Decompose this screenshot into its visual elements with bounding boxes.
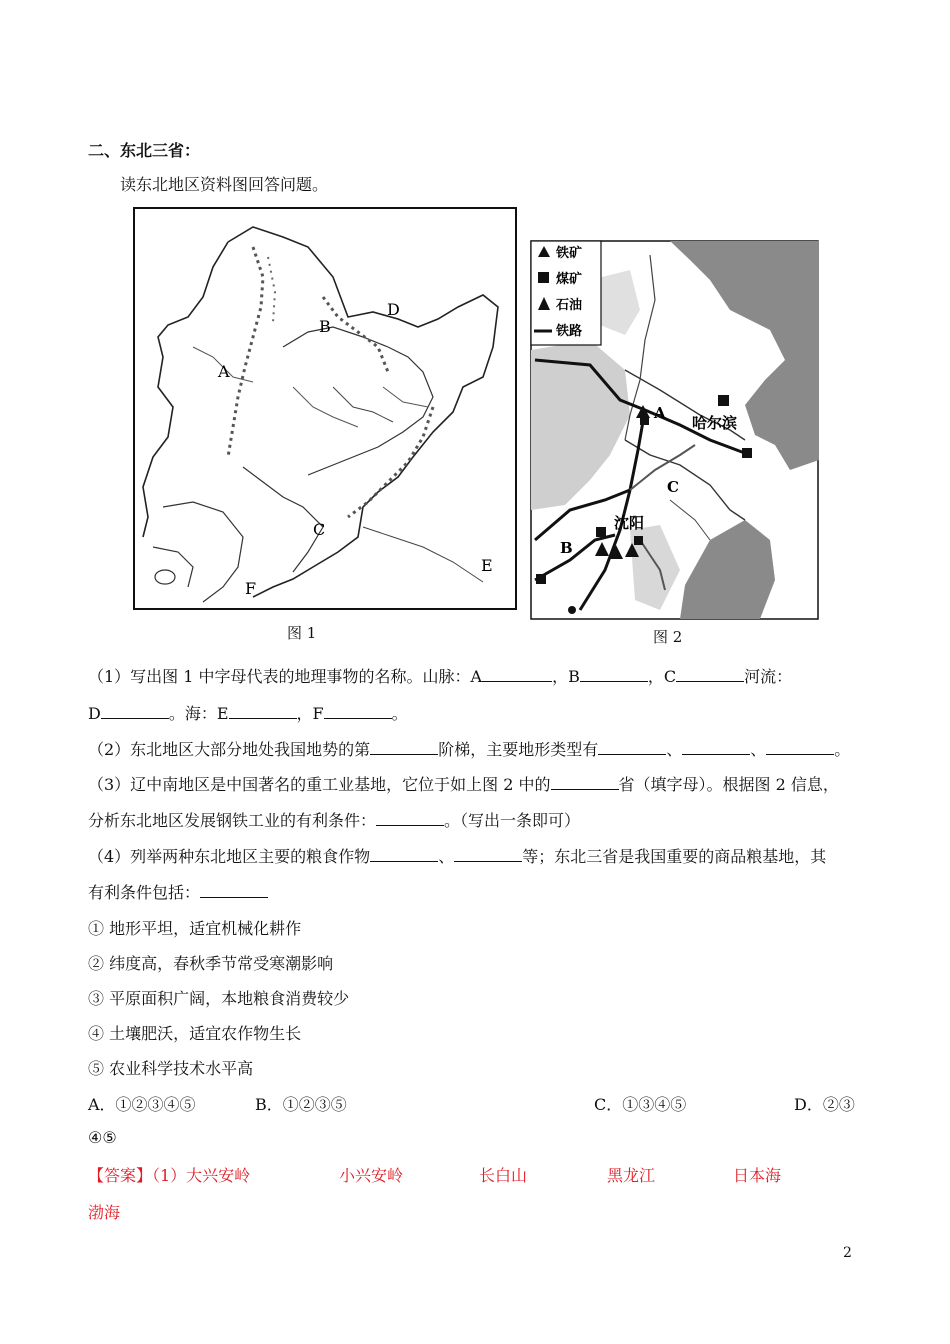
answer-2: 小兴安岭 [339,1166,404,1185]
fig2-coal-symbol [536,574,546,584]
blank-b[interactable] [580,667,648,682]
page-number: 2 [843,1245,852,1261]
blank-terrain-3[interactable] [766,740,834,755]
blank-conditions[interactable] [200,883,268,898]
fig1-label-e: E [481,556,493,575]
choice-d[interactable]: D．②③ [794,1095,855,1114]
option-5: ⑤ 农业科学技术水平高 [88,1059,254,1078]
option-3: ③ 平原面积广阔，本地粮食消费较少 [88,989,350,1008]
figure2-caption: 图 2 [653,628,683,646]
fig2-coal-symbol [596,527,606,537]
q3-line2: 分析东北地区发展钢铁工业的有利条件： 。（写出一条即可） [88,811,581,830]
fig2-city-shenyang: 沈阳 [614,514,645,532]
fig1-label-b: B [319,317,331,336]
fig1-label-c: C [313,520,326,539]
fig2-label-c: C [667,478,679,496]
blank-steel-condition[interactable] [376,811,444,826]
blank-crop-2[interactable] [454,847,522,862]
q1-line2: D 。海：E ，F 。 [88,704,408,723]
legend-iron: 铁矿 [556,246,583,261]
blank-province[interactable] [551,775,619,790]
choice-a[interactable]: A．①②③④⑤ [88,1095,196,1114]
choice-d-continued: ④⑤ [88,1128,117,1147]
choice-c[interactable]: C．①③④⑤ [594,1095,687,1114]
fig1-label-f: F [245,579,257,598]
section-title: 二、东北三省： [88,141,201,160]
fig2-coal-symbol [634,536,643,545]
fig2-coal-symbol [640,416,649,425]
q3-line1: （3）辽中南地区是中国著名的重工业基地，它位于如上图 2 中的 省（填字母）。根据图 2 信息， [88,775,839,794]
blank-f[interactable] [324,704,392,719]
fig2-coal-symbol [742,448,752,458]
answer-4: 黑龙江 [607,1166,656,1185]
figure1-map [133,207,517,610]
q1-line1: （1）写出图 1 中字母代表的地理事物的名称。山脉：A ，B ，C 河流： [88,667,793,686]
fig2-label-b: B [560,539,573,557]
blank-a[interactable] [482,667,552,682]
blank-ladder[interactable] [370,740,438,755]
intro-text: 读东北地区资料图回答问题。 [120,175,329,194]
fig2-coal-symbol [718,395,729,406]
legend-oil: 石油 [556,298,583,313]
option-1: ① 地形平坦，适宜机械化耕作 [88,919,302,938]
blank-d[interactable] [101,704,169,719]
fig1-label-a: A [218,362,230,381]
fig2-city-harbin: 哈尔滨 [692,414,738,432]
q4-line1: （4）列举两种东北地区主要的粮食作物 、 等；东北三省是我国重要的商品粮基地，其 [88,847,827,866]
q4-line2: 有利条件包括： [88,880,268,903]
q2-line: （2）东北地区大部分地处我国地势的第 阶梯，主要地形类型有 、 、 。 [88,740,851,759]
answer-prefix: 【答案】（1）大兴安岭 [88,1166,251,1185]
legend-rail: 铁路 [556,324,583,339]
legend-coal: 煤矿 [556,272,583,287]
choice-b[interactable]: B．①②③⑤ [255,1095,347,1114]
blank-crop-1[interactable] [370,847,438,862]
blank-terrain-1[interactable] [598,740,666,755]
blank-e[interactable] [229,704,297,719]
answer-5: 日本海 [733,1166,782,1185]
blank-terrain-2[interactable] [682,740,750,755]
answer-3: 长白山 [479,1166,528,1185]
legend-coal-icon [538,272,549,283]
figure2-map [530,240,819,620]
answer-6: 渤海 [88,1203,121,1222]
figure1-caption: 图 1 [287,624,317,642]
fig2-label-a: A [654,404,666,422]
option-2: ② 纬度高，春秋季节常受寒潮影响 [88,954,334,973]
blank-c[interactable] [676,667,744,682]
option-4: ④ 土壤肥沃，适宜农作物生长 [88,1024,302,1043]
fig1-label-d: D [387,300,400,319]
